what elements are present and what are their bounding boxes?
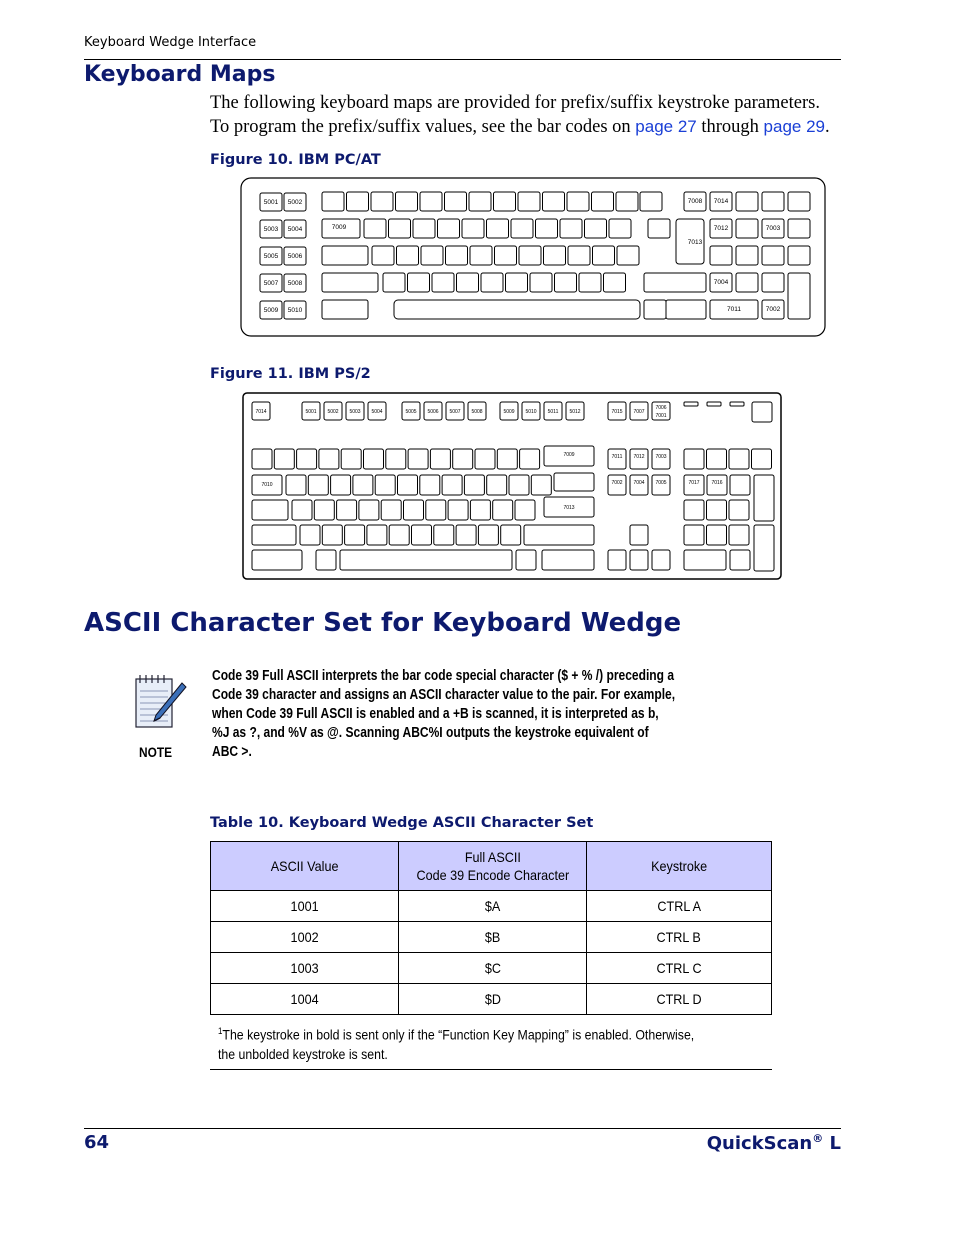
keyboard-key xyxy=(648,219,670,238)
keyboard-key xyxy=(736,219,758,238)
keyboard-key xyxy=(544,246,566,265)
keyboard-key xyxy=(446,246,468,265)
keyboard-key xyxy=(420,475,440,495)
key-code-label: 5005 xyxy=(405,409,417,415)
keyboard-key xyxy=(462,219,484,238)
key-code-label: 7003 xyxy=(655,454,667,460)
table-row xyxy=(211,984,772,1015)
keyboard-key xyxy=(666,300,706,319)
keyboard-key xyxy=(616,192,638,211)
keyboard-key xyxy=(585,219,607,238)
keyboard-key xyxy=(464,475,484,495)
keyboard-key xyxy=(442,475,462,495)
keyboard-key xyxy=(337,500,357,520)
keyboard-key xyxy=(364,449,384,469)
note-label: NOTE xyxy=(139,744,173,760)
keyboard-key xyxy=(322,525,342,545)
keyboard-key xyxy=(371,192,393,211)
keyboard-key xyxy=(509,475,529,495)
keyboard-key xyxy=(453,449,473,469)
product-title: QuickScan xyxy=(706,1133,813,1154)
running-header: Keyboard Wedge Interface xyxy=(84,35,257,50)
keyboard-key xyxy=(729,500,749,520)
keyboard-key xyxy=(331,475,351,495)
keyboard-key xyxy=(506,273,528,292)
cell-code39: $D xyxy=(399,984,587,1015)
key-code-label: 5010 xyxy=(525,409,537,415)
keyboard-key xyxy=(497,449,517,469)
key-code-label: 7011 xyxy=(611,454,623,460)
intro-paragraph xyxy=(210,92,840,139)
keyboard-key xyxy=(457,273,479,292)
keyboard-key xyxy=(478,525,498,545)
keyboard-key xyxy=(530,273,552,292)
keyboard-key xyxy=(560,219,582,238)
key-code-label: 7015 xyxy=(611,409,623,415)
key-code-label: 5002 xyxy=(287,199,303,206)
keyboard-key xyxy=(736,192,758,211)
keyboard-key xyxy=(300,525,320,545)
keyboard-key xyxy=(520,449,540,469)
table-row xyxy=(211,891,772,922)
ascii-character-table xyxy=(210,841,772,1015)
section-title-keyboard-maps: Keyboard Maps xyxy=(84,62,276,87)
key-code-label: 7016 xyxy=(711,480,723,486)
product-suffix: L xyxy=(823,1133,841,1154)
keyboard-key xyxy=(367,525,387,545)
keyboard-key xyxy=(644,273,706,292)
keyboard-key xyxy=(536,219,558,238)
keyboard-key xyxy=(432,273,454,292)
keyboard-key xyxy=(252,500,288,520)
keyboard-key xyxy=(762,192,784,211)
header-full-ascii xyxy=(399,842,587,891)
keyboard-key xyxy=(396,192,418,211)
cell-code39: $A xyxy=(399,891,587,922)
keyboard-key xyxy=(788,273,810,319)
key-code-label: 7012 xyxy=(633,454,645,460)
keyboard-key xyxy=(375,475,395,495)
key-code-label: 5009 xyxy=(263,307,279,314)
key-code-label: 7013 xyxy=(563,505,575,511)
keyboard-key xyxy=(389,219,411,238)
link-page-29[interactable]: page 29 xyxy=(763,117,825,136)
key-code-label: 7012 xyxy=(713,225,729,232)
keyboard-key xyxy=(408,273,430,292)
key-code-label: 5001 xyxy=(263,199,279,206)
keyboard-key xyxy=(555,273,577,292)
keyboard-key xyxy=(345,525,365,545)
keyboard-key xyxy=(341,449,361,469)
keyboard-key xyxy=(511,219,533,238)
keyboard-key xyxy=(487,219,509,238)
keyboard-key xyxy=(736,246,758,265)
keyboard-key xyxy=(593,246,615,265)
keyboard-key xyxy=(274,449,294,469)
keyboard-key xyxy=(684,402,698,406)
key-code-label: 7006 xyxy=(655,405,667,411)
keyboard-key xyxy=(308,475,328,495)
key-code-label: 7009 xyxy=(331,224,347,231)
keyboard-key xyxy=(652,550,670,570)
keyboard-key xyxy=(684,525,704,545)
keyboard-key xyxy=(252,449,272,469)
keyboard-key xyxy=(412,525,432,545)
keyboard-key xyxy=(386,449,406,469)
key-code-label: 7013 xyxy=(687,239,703,246)
header-full-ascii-line2: Code 39 Encode Character xyxy=(416,867,569,883)
key-code-label: 7003 xyxy=(765,225,781,232)
table-caption: Table 10. Keyboard Wedge ASCII Character Set xyxy=(210,815,594,831)
cell-ascii: 1002 xyxy=(211,922,399,953)
keyboard-key xyxy=(469,192,491,211)
keyboard-key xyxy=(730,550,750,570)
keyboard-key xyxy=(630,525,648,545)
keyboard-key xyxy=(707,402,721,406)
keyboard-key xyxy=(788,219,810,238)
cell-ascii: 1004 xyxy=(211,984,399,1015)
key-code-label: 5001 xyxy=(305,409,317,415)
keyboard-key xyxy=(420,192,442,211)
cell-code39: $B xyxy=(399,922,587,953)
keyboard-key xyxy=(617,246,639,265)
keyboard-key xyxy=(316,550,336,570)
table-footnote xyxy=(218,1022,711,1064)
keyboard-key xyxy=(519,246,541,265)
keyboard-key xyxy=(438,219,460,238)
key-code-label: 7010 xyxy=(261,482,273,488)
keyboard-key xyxy=(493,500,513,520)
key-code-label: 7017 xyxy=(688,480,700,486)
key-code-label: 5010 xyxy=(287,307,303,314)
key-code-label: 5007 xyxy=(449,409,461,415)
key-code-label: 5002 xyxy=(327,409,339,415)
key-code-label: 5003 xyxy=(263,226,279,233)
keyboard-key xyxy=(762,246,784,265)
keyboard-key xyxy=(568,246,590,265)
key-code-label: 5006 xyxy=(427,409,439,415)
keyboard-key xyxy=(340,550,512,570)
cell-keystroke: CTRL A xyxy=(587,891,772,922)
keyboard-key xyxy=(413,219,435,238)
key-code-label: 7001 xyxy=(655,413,667,419)
keyboard-key xyxy=(752,449,772,469)
keyboard-key xyxy=(448,500,468,520)
keyboard-key xyxy=(470,246,492,265)
keyboard-key xyxy=(729,525,749,545)
figure-11-caption: Figure 11. IBM PS/2 xyxy=(210,366,371,382)
key-code-label: 7014 xyxy=(255,409,267,415)
intro-text: The following keyboard maps are provided for prefix/suffix keystroke parameters. To program the prefix/suffix values, see the bar codes on xyxy=(210,93,820,137)
key-code-label: 5012 xyxy=(569,409,581,415)
keyboard-key xyxy=(430,449,450,469)
keyboard-key xyxy=(752,402,772,422)
keyboard-key xyxy=(347,192,369,211)
keyboard-key xyxy=(730,402,744,406)
keyboard-key xyxy=(609,219,631,238)
keyboard-key xyxy=(567,192,589,211)
key-code-label: 5005 xyxy=(263,253,279,260)
keyboard-key xyxy=(554,473,594,491)
keyboard-key xyxy=(292,500,312,520)
key-code-label: 5003 xyxy=(349,409,361,415)
keyboard-key xyxy=(736,273,758,292)
keyboard-key xyxy=(640,192,662,211)
keyboard-key xyxy=(754,525,774,571)
keyboard-key xyxy=(788,246,810,265)
keyboard-key xyxy=(470,500,490,520)
header-keystroke: Keystroke xyxy=(587,842,772,891)
keyboard-key xyxy=(684,550,726,570)
keyboard-key xyxy=(286,475,306,495)
table-header-row xyxy=(211,842,772,891)
keyboard-key xyxy=(762,273,784,292)
key-code-label: 5004 xyxy=(371,409,383,415)
table-row xyxy=(211,922,772,953)
key-code-label: 7004 xyxy=(713,279,729,286)
keyboard-key xyxy=(381,500,401,520)
keyboard-key xyxy=(531,475,551,495)
keyboard-key xyxy=(608,550,626,570)
intro-text-end: . xyxy=(825,117,830,137)
cell-ascii: 1001 xyxy=(211,891,399,922)
footnote-text: The keystroke in bold is sent only if the “Function Key Mapping” is enabled. Otherwise, the unbolded keystroke is sent. xyxy=(218,1026,695,1062)
keyboard-key xyxy=(518,192,540,211)
cell-keystroke: CTRL B xyxy=(587,922,772,953)
keyboard-key xyxy=(729,449,749,469)
key-code-label: 7011 xyxy=(727,306,741,313)
keyboard-key xyxy=(359,500,379,520)
keyboard-key xyxy=(398,475,418,495)
keyboard-key xyxy=(421,246,443,265)
key-code-label: 7004 xyxy=(633,480,645,486)
keyboard-key xyxy=(297,449,317,469)
key-code-label: 5006 xyxy=(287,253,303,260)
keyboard-key xyxy=(592,192,614,211)
keyboard-key xyxy=(404,500,424,520)
keyboard-key xyxy=(684,449,704,469)
keyboard-key xyxy=(383,273,405,292)
keyboard-key xyxy=(252,525,296,545)
keyboard-key xyxy=(707,500,727,520)
keyboard-key xyxy=(445,192,467,211)
keyboard-key xyxy=(322,273,378,292)
key-code-label: 7009 xyxy=(563,452,575,458)
note-text: Code 39 Full ASCII interprets the bar code special character ($ + % /) preceding a Code 39 character and assigns an ASCII character value to the pair. For example, when Code 39 Full ASCII is enabled and a +B is scanned, it is interpreted as b, %J as ?, and %V as @. Scanning ABC%I outputs the keystroke equivalent of ABC >. xyxy=(212,668,676,760)
footnote-mark: 1 xyxy=(218,1026,223,1036)
key-code-label: 7005 xyxy=(655,480,667,486)
link-page-27[interactable]: page 27 xyxy=(635,117,697,136)
keyboard-key xyxy=(426,500,446,520)
keyboard-key xyxy=(319,449,339,469)
key-code-label: 7014 xyxy=(713,198,729,205)
cell-keystroke: CTRL D xyxy=(587,984,772,1015)
keyboard-key xyxy=(322,246,368,265)
header-rule xyxy=(84,59,841,60)
notepad-pen-icon xyxy=(132,671,188,733)
product-name xyxy=(707,1132,841,1154)
keyboard-key xyxy=(252,550,302,570)
keyboard-key xyxy=(394,300,640,319)
ibm-ps2-keyboard-diagram xyxy=(242,392,783,581)
keyboard-key xyxy=(604,273,626,292)
key-code-label: 5008 xyxy=(471,409,483,415)
keyboard-key xyxy=(579,273,601,292)
keyboard-key xyxy=(707,525,727,545)
keyboard-key xyxy=(372,246,394,265)
key-code-label: 5011 xyxy=(547,409,559,415)
keyboard-key xyxy=(710,246,732,265)
keyboard-key xyxy=(516,550,536,570)
key-code-label: 5008 xyxy=(287,280,303,287)
keyboard-key xyxy=(754,475,774,521)
keyboard-key xyxy=(515,500,535,520)
keyboard-key xyxy=(456,525,476,545)
keyboard-key xyxy=(322,192,344,211)
keyboard-key xyxy=(501,525,521,545)
cell-code39: $C xyxy=(399,953,587,984)
keyboard-key xyxy=(408,449,428,469)
header-full-ascii-line1: Full ASCII xyxy=(464,849,521,865)
key-code-label: 5007 xyxy=(263,280,279,287)
key-code-label: 7002 xyxy=(765,306,781,313)
keyboard-key xyxy=(543,192,565,211)
key-code-label: 7007 xyxy=(633,409,645,415)
table-bottom-rule xyxy=(210,1069,772,1070)
keyboard-key xyxy=(481,273,503,292)
ibm-pcat-keyboard-diagram xyxy=(240,177,826,337)
keyboard-key xyxy=(542,550,594,570)
keyboard-key xyxy=(730,475,750,495)
section-title-ascii: ASCII Character Set for Keyboard Wedge xyxy=(84,608,682,638)
key-code-label: 5009 xyxy=(503,409,515,415)
keyboard-key xyxy=(707,449,727,469)
keyboard-key xyxy=(322,300,368,319)
figure-10-caption: Figure 10. IBM PC/AT xyxy=(210,152,381,168)
keyboard-key xyxy=(524,525,594,545)
keyboard-key xyxy=(397,246,419,265)
table-row xyxy=(211,953,772,984)
key-code-label: 5004 xyxy=(287,226,303,233)
keyboard-key xyxy=(389,525,409,545)
keyboard-key xyxy=(630,550,648,570)
keyboard-key xyxy=(475,449,495,469)
key-code-label: 7008 xyxy=(687,198,703,205)
cell-ascii: 1003 xyxy=(211,953,399,984)
footer-rule xyxy=(84,1128,841,1129)
keyboard-key xyxy=(434,525,454,545)
keyboard-key xyxy=(495,246,517,265)
keyboard-key xyxy=(788,192,810,211)
page-number: 64 xyxy=(84,1132,110,1153)
key-code-label: 7002 xyxy=(611,480,623,486)
keyboard-key xyxy=(644,300,666,319)
keyboard-key xyxy=(494,192,516,211)
keyboard-key xyxy=(353,475,373,495)
cell-keystroke: CTRL C xyxy=(587,953,772,984)
intro-text-mid: through xyxy=(696,117,764,137)
keyboard-key xyxy=(684,500,704,520)
keyboard-key xyxy=(364,219,386,238)
keyboard-key xyxy=(314,500,334,520)
keyboard-key xyxy=(487,475,507,495)
header-ascii-value: ASCII Value xyxy=(211,842,399,891)
registered-mark: ® xyxy=(812,1132,824,1145)
